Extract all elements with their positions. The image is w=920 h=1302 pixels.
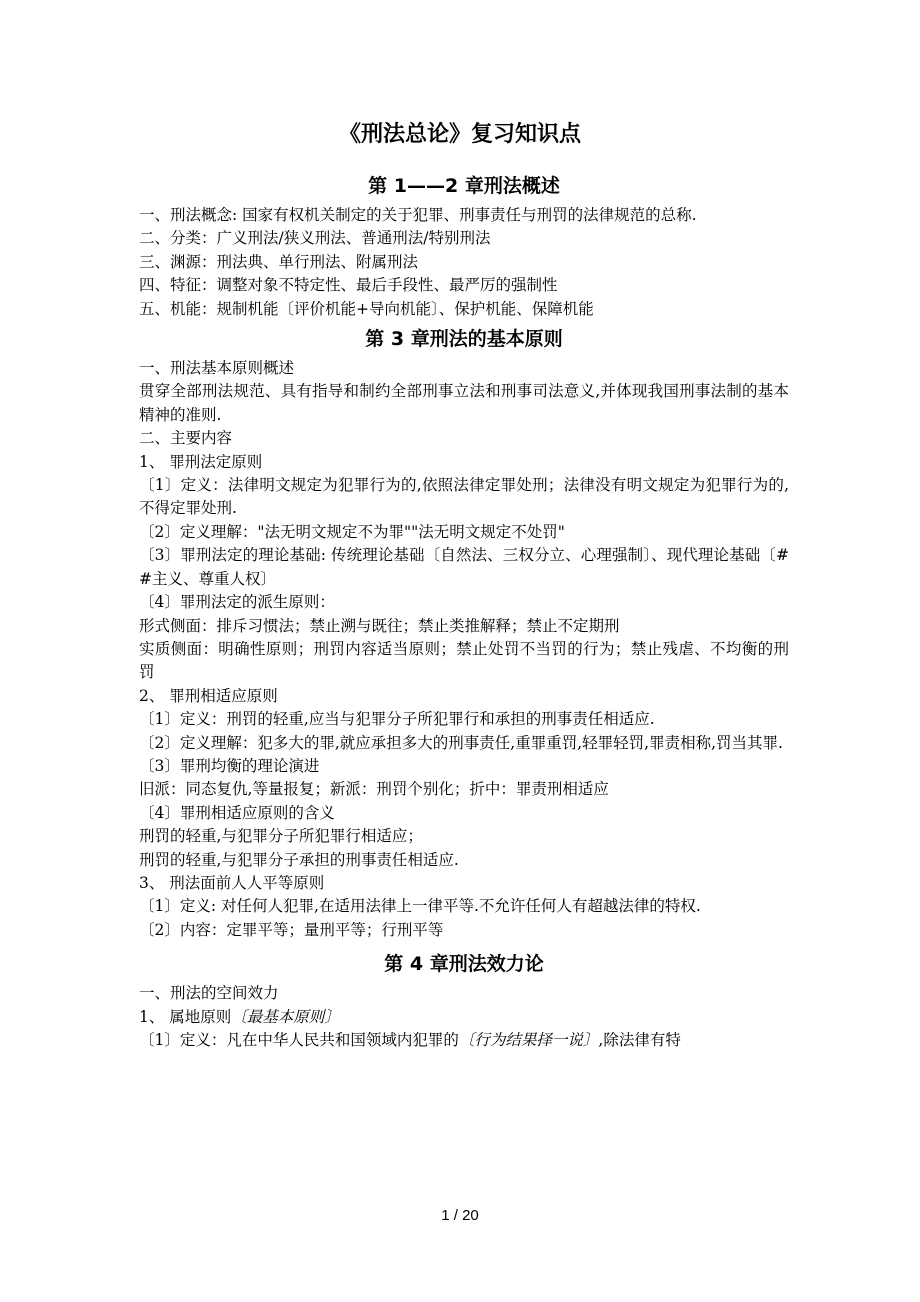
body-paragraph: 二、分类：广义刑法/狭义刑法、普通刑法/特别刑法	[139, 229, 491, 248]
document-body	[139, 168, 789, 1052]
body-paragraph: 〔2〕定义理解：犯多大的罪,就应承担多大的刑事责任,重罪重罚,轻罪轻罚,罪责相称,罚当其罪.	[139, 733, 783, 752]
body-paragraph: 刑罚的轻重,与犯罪分子承担的刑事责任相适应.	[139, 850, 459, 869]
chapter-heading: 第 1——2 章刑法概述	[368, 175, 560, 197]
body-paragraph: 二、主要内容	[139, 429, 233, 448]
body-paragraph: 〔3〕罪刑法定的理论基础: 传统理论基础〔自然法、三权分立、心理强制〕、现代理论基础〔##主义、尊重人权〕	[139, 546, 789, 588]
body-paragraph: 一、刑法概念: 国家有权机关制定的关于犯罪、刑事责任与刑罚的法律规范的总称.	[139, 206, 697, 224]
body-paragraph: 三、渊源：刑法典、单行刑法、附属刑法	[139, 252, 419, 271]
body-paragraph	[139, 1029, 789, 1052]
body-paragraph: 〔2〕定义理解："法无明文规定不为罪""法无明文规定不处罚"	[139, 522, 565, 541]
body-paragraph: 形式侧面：排斥习惯法；禁止溯与既往；禁止类推解释；禁止不定期刑	[139, 616, 620, 635]
body-paragraph: 〔4〕罪刑相适应原则的含义	[139, 803, 335, 822]
body-paragraph: 一、刑法的空间效力	[139, 984, 279, 1003]
body-paragraph: 实质侧面：明确性原则；刑罚内容适当原则；禁止处罚不当罚的行为；禁止残虐、不均衡的刑罚	[139, 639, 789, 682]
principle-note: 〔最基本原则〕	[231, 1007, 340, 1026]
body-paragraph: 3、 刑法面前人人平等原则	[139, 873, 325, 892]
chapter-heading: 第 3 章刑法的基本原则	[365, 328, 563, 351]
chapter-section-3	[139, 321, 789, 942]
definition-note: 〔行为结果择一说〕	[458, 1031, 599, 1049]
body-paragraph: 四、特征：调整对象不特定性、最后手段性、最严厉的强制性	[139, 276, 558, 295]
page-number: 1 / 20	[441, 1207, 479, 1224]
body-paragraph: 一、刑法基本原则概述	[139, 359, 295, 378]
body-paragraph: 〔2〕内容：定罪平等；量刑平等；行刑平等	[139, 920, 444, 939]
body-paragraph: 〔1〕定义：法律明文规定为犯罪行为的,依照法律定罪处刑；法律没有明文规定为犯罪行为的,不得定罪处刑.	[139, 476, 789, 518]
body-paragraph: 旧派：同态复仇,等量报复；新派：刑罚个别化；折中：罪责刑相适应	[139, 780, 609, 799]
chapter-heading: 第 4 章刑法效力论	[384, 953, 544, 976]
body-paragraph: 五、机能：规制机能〔评价机能+导向机能〕、保护机能、保障机能	[139, 299, 594, 318]
body-paragraph: 〔3〕罪刑均衡的理论演进	[139, 756, 320, 775]
chapter-section-1-2	[139, 168, 789, 321]
body-paragraph: 〔1〕定义: 对任何人犯罪,在适用法律上一律平等.不允许任何人有超越法律的特权.	[139, 897, 701, 916]
definition-text: 〔1〕定义：凡在中华人民共和国领域内犯罪的	[139, 1031, 459, 1049]
chapter-section-4	[139, 946, 789, 1052]
body-paragraph: 〔1〕定义：刑罚的轻重,应当与犯罪分子所犯罪行和承担的刑事责任相适应.	[139, 710, 655, 729]
body-paragraph: 〔4〕罪刑法定的派生原则：	[139, 593, 335, 612]
definition-text-continued: ,除法律有特	[598, 1031, 681, 1049]
body-paragraph: 贯穿全部刑法规范、具有指导和制约全部刑事立法和刑事司法意义,并体现我国刑事法制的基本精神的准则.	[139, 382, 789, 424]
body-paragraph	[139, 1006, 789, 1029]
document-title: 《刑法总论》复习知识点	[338, 122, 581, 147]
body-paragraph: 1、 罪刑法定原则	[139, 452, 263, 471]
body-paragraph: 刑罚的轻重,与犯罪分子所犯罪行相适应；	[139, 827, 423, 846]
principle-label: 1、 属地原则	[139, 1007, 232, 1026]
body-paragraph: 2、 罪刑相适应原则	[139, 686, 278, 705]
